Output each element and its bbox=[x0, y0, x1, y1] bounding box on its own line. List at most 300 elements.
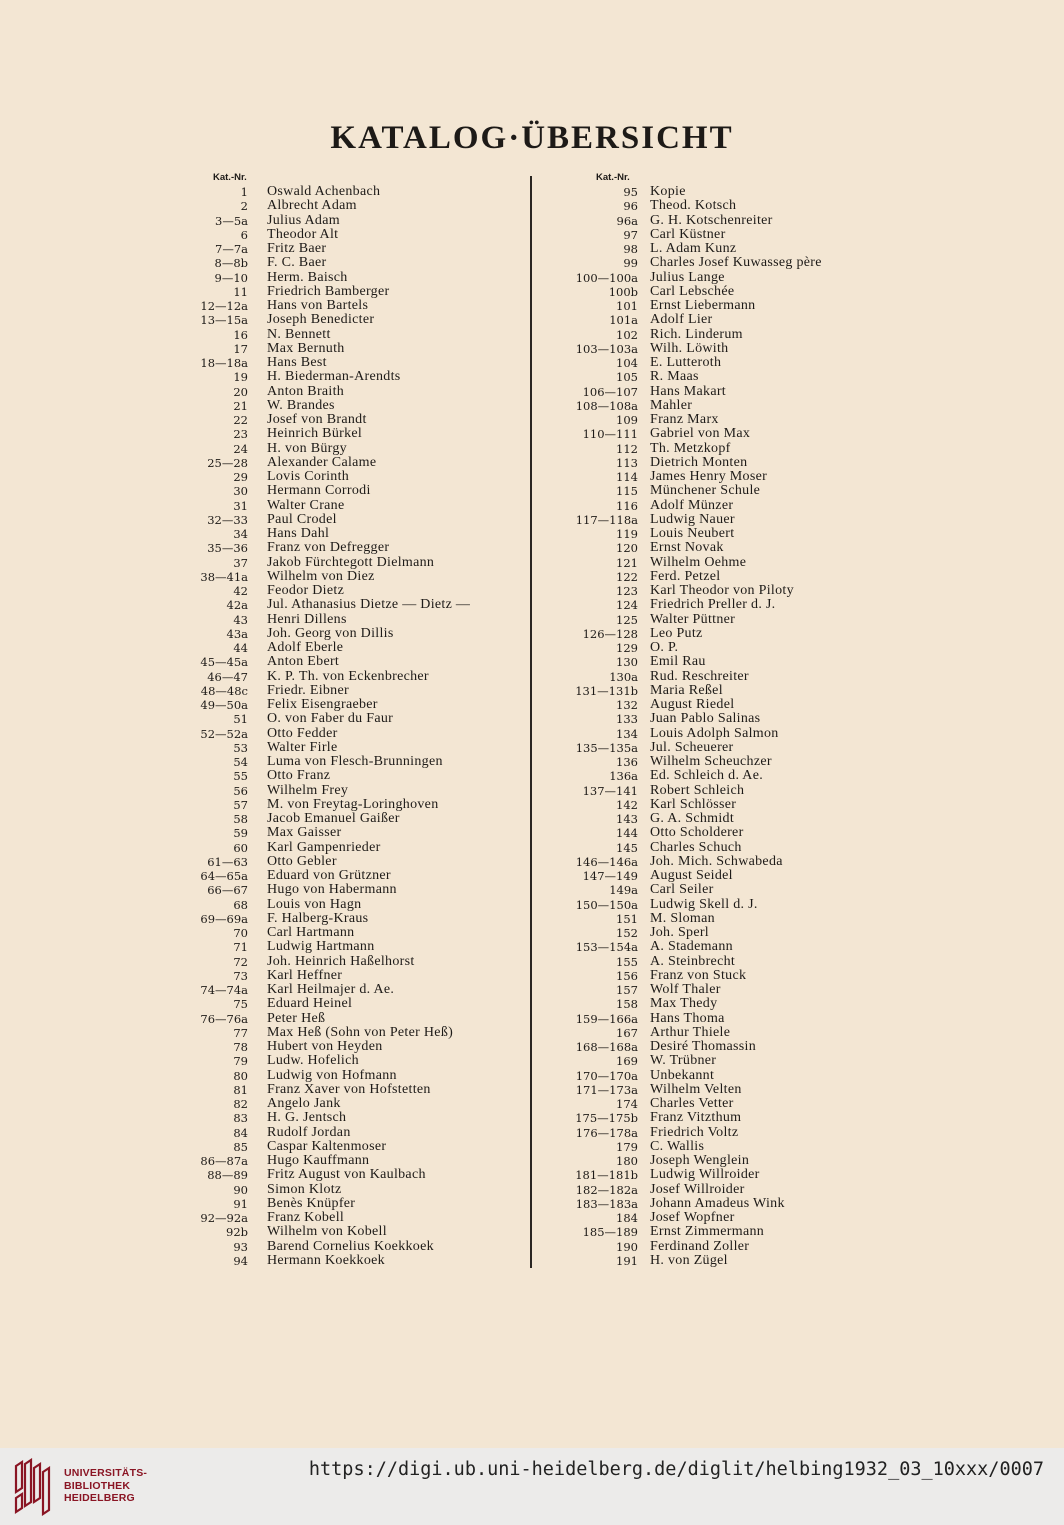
catalog-number: 130a bbox=[609, 669, 638, 684]
artist-name: Ludwig Skell d. J. bbox=[650, 896, 758, 912]
catalog-number: 83 bbox=[233, 1111, 248, 1126]
catalog-number: 117—118a bbox=[575, 512, 638, 527]
artist-name: Julius Adam bbox=[267, 212, 340, 228]
catalog-entry bbox=[560, 883, 890, 897]
artist-name: Otto Scholderer bbox=[650, 825, 744, 841]
catalog-entry bbox=[180, 670, 520, 684]
catalog-entry bbox=[180, 784, 520, 798]
catalog-number: 124 bbox=[616, 598, 638, 613]
catalog-number: 57 bbox=[233, 797, 248, 812]
artist-name: G. A. Schmidt bbox=[650, 811, 735, 826]
catalog-entry bbox=[180, 584, 520, 598]
catalog-number: 23 bbox=[233, 427, 248, 442]
catalog-number: 108—108a bbox=[575, 398, 638, 413]
artist-name: Paul Crodel bbox=[267, 511, 337, 527]
artist-name: Münchener Schule bbox=[650, 483, 761, 499]
artist-name: Franz Vitzthum bbox=[650, 1110, 742, 1126]
catalog-number: 20 bbox=[233, 384, 248, 399]
catalog-entry bbox=[560, 755, 890, 769]
catalog-entry bbox=[180, 1183, 520, 1197]
artist-name: H. von Bürgy bbox=[267, 440, 347, 456]
catalog-number: 70 bbox=[233, 926, 248, 940]
catalog-entry bbox=[180, 1111, 520, 1125]
artist-name: Wilhelm Oehme bbox=[650, 554, 747, 570]
catalog-number: 24 bbox=[233, 441, 248, 456]
catalog-entry bbox=[180, 940, 520, 954]
catalog-number: 80 bbox=[233, 1068, 248, 1083]
artist-name: O. P. bbox=[650, 640, 679, 655]
artist-name: Friedrich Voltz bbox=[650, 1124, 739, 1140]
artist-name: Wilhelm von Diez bbox=[267, 568, 375, 584]
artist-name: Josef Wopfner bbox=[650, 1210, 735, 1225]
catalog-number: 58 bbox=[233, 812, 248, 826]
catalog-number: 102 bbox=[616, 327, 638, 342]
catalog-entry bbox=[560, 869, 890, 883]
artist-name: Carl Hartmann bbox=[267, 925, 355, 940]
artist-name: Adolf Münzer bbox=[650, 497, 734, 513]
catalog-number: 11 bbox=[233, 284, 248, 299]
catalog-number: 12—12a bbox=[200, 299, 248, 313]
artist-name: Angelo Jank bbox=[267, 1096, 341, 1111]
artist-name: Hans Thoma bbox=[650, 1010, 725, 1026]
right-column bbox=[560, 171, 890, 1268]
catalog-entry bbox=[180, 570, 520, 584]
catalog-entry bbox=[180, 769, 520, 783]
catalog-number: 158 bbox=[616, 997, 638, 1012]
artist-name: August Seidel bbox=[650, 868, 733, 883]
artist-name: Leo Putz bbox=[650, 625, 703, 641]
artist-name: Walter Püttner bbox=[650, 611, 736, 627]
artist-name: Albrecht Adam bbox=[267, 198, 357, 214]
catalog-number: 147—149 bbox=[582, 869, 638, 883]
catalog-entry bbox=[180, 869, 520, 883]
catalog-entry bbox=[560, 769, 890, 783]
catalog-entry bbox=[180, 541, 520, 555]
catalog-entry bbox=[180, 641, 520, 655]
artist-name: E. Lutteroth bbox=[650, 355, 722, 370]
catalog-entry bbox=[560, 570, 890, 584]
catalog-number: 157 bbox=[616, 983, 638, 997]
artist-name: Josef von Brandt bbox=[267, 412, 367, 427]
catalog-entry bbox=[560, 427, 890, 441]
artist-name: H. von Zügel bbox=[650, 1252, 728, 1268]
catalog-number: 92b bbox=[226, 1225, 248, 1240]
catalog-entry bbox=[180, 841, 520, 855]
catalog-entry bbox=[180, 285, 520, 299]
catalog-number: 100—100a bbox=[575, 270, 638, 285]
catalog-number: 143 bbox=[616, 812, 638, 826]
catalog-entry bbox=[560, 313, 890, 327]
catalog-number: 75 bbox=[233, 997, 248, 1012]
catalog-number: 81 bbox=[233, 1082, 248, 1097]
artist-name: Fritz August von Kaulbach bbox=[267, 1167, 426, 1183]
catalog-number: 31 bbox=[233, 498, 248, 513]
catalog-entry bbox=[560, 541, 890, 555]
catalog-entry bbox=[560, 698, 890, 712]
catalog-entry bbox=[180, 527, 520, 541]
catalog-entry bbox=[560, 627, 890, 641]
catalog-entry bbox=[180, 456, 520, 470]
artist-name: A. Stademann bbox=[650, 939, 733, 955]
catalog-entry bbox=[560, 812, 890, 826]
catalog-entry bbox=[180, 712, 520, 726]
catalog-entry bbox=[180, 242, 520, 256]
artist-name: Friedrich Preller d. J. bbox=[650, 597, 776, 613]
artist-name: Carl Seiler bbox=[650, 882, 714, 898]
catalog-number: 113 bbox=[616, 455, 638, 470]
artist-name: Ernst Liebermann bbox=[650, 298, 756, 313]
artist-name: Carl Lebschée bbox=[650, 283, 735, 299]
artist-name: N. Bennett bbox=[267, 326, 331, 342]
catalog-number: 1 bbox=[240, 185, 248, 199]
catalog-number: 29 bbox=[233, 470, 248, 484]
library-name-line: UNIVERSITÄTS- bbox=[64, 1467, 148, 1479]
catalog-entry bbox=[180, 385, 520, 399]
artist-name: Benès Knüpfer bbox=[267, 1195, 356, 1211]
catalog-number: 46—47 bbox=[207, 669, 248, 684]
catalog-entry bbox=[180, 413, 520, 427]
catalog-entry bbox=[180, 755, 520, 769]
artist-name: Desiré Thomassin bbox=[650, 1039, 757, 1054]
catalog-entry bbox=[560, 1012, 890, 1026]
artist-name: Joseph Wenglein bbox=[650, 1153, 750, 1168]
artist-name: Hubert von Heyden bbox=[267, 1039, 383, 1054]
artist-name: Alexander Calame bbox=[267, 454, 377, 470]
catalog-number: 110—111 bbox=[582, 427, 638, 442]
artist-name: Louis Adolph Salmon bbox=[650, 725, 779, 741]
artist-name: Max Gaisser bbox=[267, 825, 342, 841]
catalog-number: 103—103a bbox=[575, 341, 638, 356]
catalog-entry bbox=[180, 997, 520, 1011]
catalog-number: 137—141 bbox=[582, 783, 638, 798]
catalog-number: 34 bbox=[233, 527, 248, 541]
catalog-number: 86—87a bbox=[200, 1154, 248, 1168]
catalog-number: 104 bbox=[616, 356, 638, 370]
column-divider bbox=[530, 176, 532, 1268]
catalog-entry bbox=[560, 641, 890, 655]
artist-name: Wilh. Löwith bbox=[650, 340, 729, 356]
left-column-header: Kat.-Nr. bbox=[213, 172, 247, 183]
catalog-number: 88—89 bbox=[207, 1168, 248, 1183]
catalog-entry bbox=[560, 1183, 890, 1197]
artist-name: L. Adam Kunz bbox=[650, 241, 737, 256]
catalog-entry bbox=[560, 584, 890, 598]
artist-name: Karl Gampenrieder bbox=[267, 839, 381, 855]
catalog-number: 109 bbox=[616, 413, 638, 427]
artist-name: Oswald Achenbach bbox=[267, 184, 381, 199]
catalog-number: 55 bbox=[233, 769, 248, 784]
catalog-number: 96a bbox=[616, 213, 638, 228]
catalog-entry bbox=[180, 470, 520, 484]
artist-name: Max Thedy bbox=[650, 996, 718, 1012]
artist-name: Franz Marx bbox=[650, 412, 719, 427]
catalog-entry bbox=[560, 242, 890, 256]
catalog-number: 149a bbox=[609, 883, 638, 898]
catalog-entry bbox=[180, 826, 520, 840]
catalog-number: 79 bbox=[233, 1054, 248, 1069]
catalog-entry bbox=[180, 1225, 520, 1239]
catalog-number: 191 bbox=[616, 1253, 638, 1268]
catalog-entry bbox=[180, 1197, 520, 1211]
artist-name: Ernst Zimmermann bbox=[650, 1224, 765, 1240]
catalog-number: 64—65a bbox=[200, 869, 248, 883]
catalog-entry bbox=[560, 670, 890, 684]
catalog-entry bbox=[180, 356, 520, 370]
catalog-number: 52—52a bbox=[200, 726, 248, 741]
artist-name: Wilhelm Scheuchzer bbox=[650, 754, 772, 769]
catalog-entry bbox=[560, 199, 890, 213]
catalog-entry bbox=[560, 712, 890, 726]
artist-name: Th. Metzkopf bbox=[650, 440, 731, 456]
catalog-entry bbox=[560, 926, 890, 940]
catalog-number: 32—33 bbox=[207, 512, 248, 527]
left-entry-list bbox=[180, 185, 520, 1268]
catalog-entry bbox=[180, 798, 520, 812]
artist-name: Karl Theodor von Piloty bbox=[650, 583, 794, 598]
catalog-entry bbox=[180, 271, 520, 285]
catalog-entry bbox=[560, 898, 890, 912]
artist-name: Franz von Stuck bbox=[650, 967, 747, 983]
artist-name: Robert Schleich bbox=[650, 782, 745, 798]
catalog-number: 90 bbox=[233, 1182, 248, 1197]
artist-name: Herm. Baisch bbox=[267, 269, 348, 285]
catalog-number: 6 bbox=[240, 227, 248, 242]
catalog-number: 25—28 bbox=[207, 455, 248, 470]
catalog-number: 185—189 bbox=[582, 1225, 638, 1240]
artist-name: Franz von Defregger bbox=[267, 540, 390, 556]
catalog-entry bbox=[180, 627, 520, 641]
catalog-number: 190 bbox=[616, 1239, 638, 1254]
catalog-entry bbox=[560, 1197, 890, 1211]
left-column bbox=[180, 171, 520, 1268]
catalog-number: 13—15a bbox=[200, 313, 248, 328]
catalog-entry bbox=[180, 256, 520, 270]
artist-name: G. H. Kotschenreiter bbox=[650, 212, 773, 228]
catalog-entry bbox=[560, 385, 890, 399]
catalog-number: 82 bbox=[233, 1097, 248, 1111]
catalog-entry bbox=[560, 1054, 890, 1068]
catalog-entry bbox=[560, 456, 890, 470]
catalog-number: 134 bbox=[616, 726, 638, 741]
catalog-number: 144 bbox=[616, 826, 638, 841]
catalog-entry bbox=[180, 313, 520, 327]
artist-name: O. von Faber du Faur bbox=[267, 711, 394, 727]
catalog-number: 182—182a bbox=[575, 1182, 638, 1197]
catalog-entry bbox=[180, 427, 520, 441]
catalog-number: 43 bbox=[233, 612, 248, 627]
artist-name: Franz Xaver von Hofstetten bbox=[267, 1081, 431, 1097]
artist-name: Jul. Scheuerer bbox=[650, 739, 734, 755]
artist-name: Barend Cornelius Koekkoek bbox=[267, 1238, 434, 1254]
catalog-number: 94 bbox=[233, 1253, 248, 1268]
catalog-entry bbox=[180, 1083, 520, 1097]
artist-name: Emil Rau bbox=[650, 654, 706, 670]
artist-name: Louis von Hagn bbox=[267, 896, 362, 912]
artist-name: Josef Willroider bbox=[650, 1181, 745, 1197]
catalog-number: 150—150a bbox=[575, 897, 638, 912]
artist-name: Otto Gebler bbox=[267, 853, 337, 869]
catalog-number: 74—74a bbox=[200, 983, 248, 997]
catalog-entry bbox=[180, 698, 520, 712]
catalog-number: 135—135a bbox=[575, 740, 638, 755]
artist-name: Theodor Alt bbox=[267, 226, 339, 242]
catalog-entry bbox=[560, 513, 890, 527]
artist-name: Carl Küstner bbox=[650, 226, 726, 242]
catalog-number: 133 bbox=[616, 712, 638, 727]
catalog-entry bbox=[560, 228, 890, 242]
catalog-entry bbox=[180, 898, 520, 912]
catalog-number: 44 bbox=[233, 641, 248, 655]
catalog-number: 136 bbox=[616, 755, 638, 769]
artist-name: Hermann Koekkoek bbox=[267, 1252, 385, 1268]
catalog-number: 43a bbox=[226, 626, 248, 641]
catalog-entry bbox=[180, 513, 520, 527]
catalog-entry bbox=[180, 598, 520, 612]
catalog-number: 42a bbox=[226, 598, 248, 613]
catalog-entry bbox=[180, 983, 520, 997]
artist-name: Wolf Thaler bbox=[650, 982, 721, 997]
catalog-number: 151 bbox=[616, 911, 638, 926]
catalog-number: 72 bbox=[233, 954, 248, 969]
catalog-number: 92—92a bbox=[200, 1211, 248, 1225]
catalog-entry bbox=[180, 969, 520, 983]
catalog-entry bbox=[560, 413, 890, 427]
catalog-entry bbox=[560, 1154, 890, 1168]
catalog-entry bbox=[560, 370, 890, 384]
catalog-entry bbox=[560, 784, 890, 798]
artist-name: Karl Heffner bbox=[267, 967, 343, 983]
catalog-number: 19 bbox=[233, 370, 248, 385]
artist-name: Feodor Dietz bbox=[267, 583, 345, 598]
catalog-number: 9—10 bbox=[214, 270, 248, 285]
catalog-entry bbox=[560, 1225, 890, 1239]
catalog-entry bbox=[180, 613, 520, 627]
artist-name: F. C. Baer bbox=[267, 255, 327, 271]
catalog-number: 114 bbox=[616, 470, 638, 484]
artist-name: Gabriel von Max bbox=[650, 426, 751, 442]
catalog-number: 145 bbox=[616, 840, 638, 855]
catalog-entry bbox=[560, 342, 890, 356]
catalog-entry bbox=[560, 214, 890, 228]
catalog-entry bbox=[560, 940, 890, 954]
artist-name: Theod. Kotsch bbox=[650, 198, 737, 214]
catalog-number: 51 bbox=[233, 712, 248, 727]
catalog-number: 119 bbox=[616, 527, 638, 541]
catalog-entry bbox=[180, 1211, 520, 1225]
artist-name: Arthur Thiele bbox=[650, 1024, 731, 1040]
catalog-number: 56 bbox=[233, 783, 248, 798]
artist-name: A. Steinbrecht bbox=[650, 953, 736, 969]
artist-name: M. Sloman bbox=[650, 910, 715, 926]
catalog-entry bbox=[560, 285, 890, 299]
catalog-number: 66—67 bbox=[207, 883, 248, 898]
artist-name: Hans Makart bbox=[650, 383, 727, 399]
catalog-entry bbox=[560, 1083, 890, 1097]
right-column-header: Kat.-Nr. bbox=[596, 172, 630, 183]
artist-name: Mahler bbox=[650, 397, 693, 413]
catalog-entry bbox=[560, 983, 890, 997]
catalog-number: 156 bbox=[616, 968, 638, 983]
catalog-number: 180 bbox=[616, 1154, 638, 1168]
catalog-entry bbox=[560, 1168, 890, 1182]
catalog-number: 121 bbox=[616, 555, 638, 570]
artist-name: Charles Josef Kuwasseg père bbox=[650, 255, 822, 271]
artist-name: Rich. Linderum bbox=[650, 326, 743, 342]
catalog-number: 2 bbox=[240, 199, 248, 214]
document-url[interactable]: https://digi.ub.uni-heidelberg.de/diglit/helbing1932_03_10xxx/0007 bbox=[308, 1459, 1044, 1480]
catalog-entry bbox=[180, 1012, 520, 1026]
artist-name: Ernst Novak bbox=[650, 540, 724, 556]
catalog-entry bbox=[560, 684, 890, 698]
catalog-entry bbox=[560, 826, 890, 840]
catalog-number: 136a bbox=[609, 769, 638, 784]
catalog-number: 126—128 bbox=[582, 626, 638, 641]
catalog-entry bbox=[180, 199, 520, 213]
catalog-entry bbox=[560, 1040, 890, 1054]
catalog-entry bbox=[180, 684, 520, 698]
catalog-number: 59 bbox=[233, 826, 248, 841]
artist-name: Karl Schlösser bbox=[650, 796, 737, 812]
artist-name: Ferd. Petzel bbox=[650, 568, 721, 584]
artist-name: Joh. Heinrich Haßelhorst bbox=[267, 953, 415, 969]
catalog-number: 171—173a bbox=[575, 1082, 638, 1097]
catalog-entry bbox=[180, 484, 520, 498]
catalog-number: 61—63 bbox=[207, 854, 248, 869]
artist-name: Hugo von Habermann bbox=[267, 882, 397, 898]
catalog-entry bbox=[560, 741, 890, 755]
artist-name: Anton Ebert bbox=[267, 654, 340, 670]
artist-name: Anton Braith bbox=[267, 383, 345, 399]
catalog-number: 184 bbox=[616, 1211, 638, 1225]
catalog-entry bbox=[560, 997, 890, 1011]
catalog-number: 120 bbox=[616, 541, 638, 556]
catalog-number: 49—50a bbox=[200, 698, 248, 712]
catalog-entry bbox=[180, 299, 520, 313]
catalog-entry bbox=[560, 442, 890, 456]
catalog-entry bbox=[180, 1054, 520, 1068]
artist-name: Max Bernuth bbox=[267, 340, 345, 356]
artist-name: Franz Kobell bbox=[267, 1210, 345, 1225]
artist-name: Joh. Georg von Dillis bbox=[267, 625, 394, 641]
artist-name: Julius Lange bbox=[650, 269, 725, 285]
catalog-number: 17 bbox=[233, 341, 248, 356]
catalog-number: 130 bbox=[616, 655, 638, 670]
catalog-entry bbox=[560, 955, 890, 969]
catalog-entry bbox=[560, 798, 890, 812]
catalog-number: 142 bbox=[616, 797, 638, 812]
catalog-number: 100b bbox=[608, 284, 638, 299]
catalog-number: 168—168a bbox=[575, 1040, 638, 1054]
catalog-number: 93 bbox=[233, 1239, 248, 1254]
catalog-entry bbox=[180, 328, 520, 342]
catalog-number: 68 bbox=[233, 897, 248, 912]
catalog-entry bbox=[560, 328, 890, 342]
catalog-entry bbox=[560, 613, 890, 627]
artist-name: Ludwig Hartmann bbox=[267, 939, 375, 955]
artist-name: Hans Best bbox=[267, 355, 327, 370]
artist-name: Joh. Mich. Schwabeda bbox=[650, 853, 783, 869]
catalog-number: 38—41a bbox=[200, 569, 248, 584]
catalog-entry bbox=[180, 912, 520, 926]
artist-name: Henri Dillens bbox=[267, 611, 347, 627]
artist-name: August Riedel bbox=[650, 697, 735, 712]
catalog-number: 153—154a bbox=[575, 940, 638, 955]
catalog-number: 146—146a bbox=[575, 854, 638, 869]
catalog-number: 7—7a bbox=[215, 242, 248, 256]
artist-name: Hermann Corrodi bbox=[267, 483, 371, 499]
artist-name: W. Brandes bbox=[267, 397, 335, 413]
catalog-entry bbox=[180, 655, 520, 669]
